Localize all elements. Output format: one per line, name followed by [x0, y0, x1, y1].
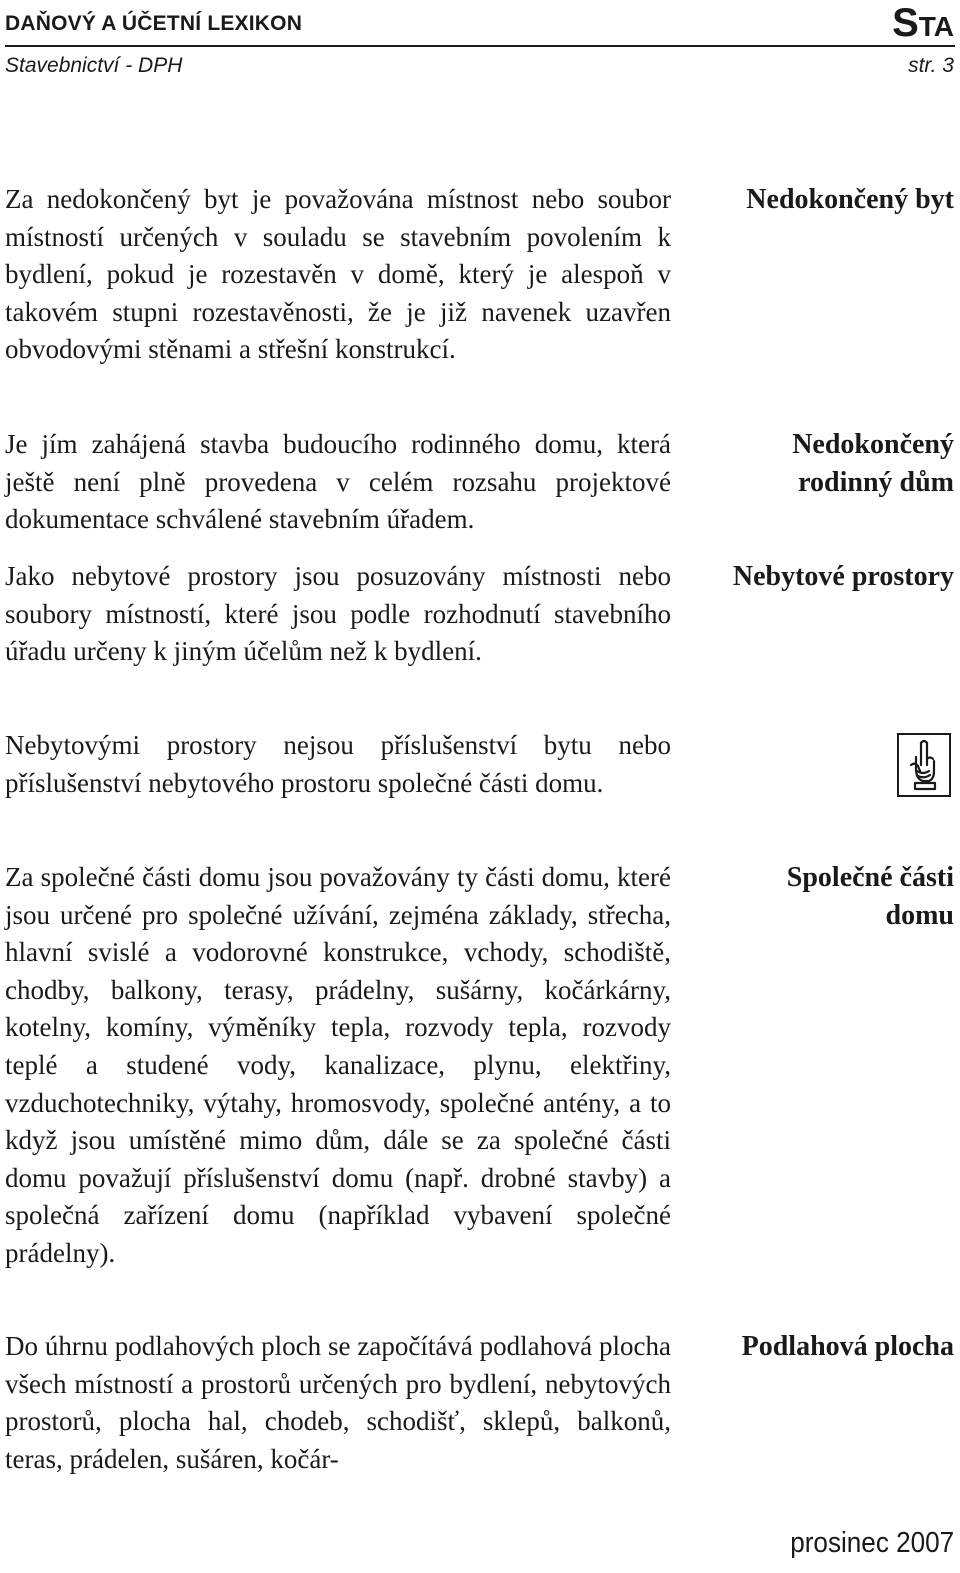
footer-date: prosinec 2007 — [790, 1527, 954, 1559]
sta-logo — [892, 0, 954, 50]
margin-note-podlahova-plocha: Podlahová plocha — [741, 1331, 954, 1362]
paragraph-podlahova-plocha: Do úhrnu podlahových ploch se započítává podlahová plocha všech místností a prostorů určených pro bydlení, nebytových prostorů, plocha hal, chodeb, schodišť, sklepů, balkonů, teras, prádelen, sušáren, kočár- — [5, 1331, 671, 1474]
logo-letter: S — [892, 1, 919, 45]
margin-note-spolecne-casti-domu: Společné části domu — [786, 862, 954, 931]
margin-note-nedokonceny-byt: Nedokončený byt — [746, 184, 954, 215]
margin-note-nedokonceny-rodinny-dum: Nedokončený rodinný dům — [792, 429, 954, 498]
paragraph-nedokonceny-byt: Za nedokončený byt je považována místnost nebo soubor místností určených v souladu se stavebním povolením k bydlení, pokud je rozestavěn v domě, který je alespoň v takovém stupni rozestavěnosti, že je již navenek uzavřen obvodovými stěnami a střešní konstrukcí. — [5, 184, 671, 365]
paragraph-nebytove-prostory: Jako nebytové prostory jsou posuzovány místnosti nebo soubory místností, které jsou podle rozhodnutí stavebního úřadu určeny k jiným účelům než k bydlení. — [5, 561, 671, 667]
section-subtitle: Stavebnictví - DPH — [5, 54, 183, 77]
page-number: str. 3 — [908, 54, 954, 77]
margin-note-nebytove-prostory: Nebytové prostory — [732, 561, 954, 592]
logo-letters: TA — [918, 11, 954, 42]
paragraph-nedokonceny-rodinny-dum: Je jím zahájená stavba budoucího rodinného domu, která ještě není plně provedena v celém rozsahu projektové dokumentace schválené stavebním úřadem. — [5, 429, 671, 535]
header-rule — [5, 45, 955, 47]
paragraph-prislusenstvi: Nebytovými prostory nejsou příslušenství bytu nebo příslušenství nebytového prostoru společné části domu. — [5, 730, 671, 798]
pointing-hand-icon — [897, 733, 951, 797]
paragraph-spolecne-casti: Za společné části domu jsou považovány ty části domu, které jsou určené pro společné užívání, zejména základy, střecha, hlavní svislé a vodorovné konstrukce, vchody, schodiště, chodby, balkony, terasy, prádelny, sušárny, kočárkárny, kotelny, komíny, výměníky tepla, rozvody tepla, rozvody teplé a studené vody, kanalizace, plynu, elektřiny, vzduchotechniky, výtahy, hromosvody, společné antény, a to když jsou umístěné mimo dům, dále se za společné části domu považují příslušenství domu (např. drobné stavby) a společná zařízení domu (například vybavení společné prádelny). — [5, 862, 671, 1268]
lexicon-title: DAŇOVÝ A ÚČETNÍ LEXIKON — [5, 12, 303, 35]
